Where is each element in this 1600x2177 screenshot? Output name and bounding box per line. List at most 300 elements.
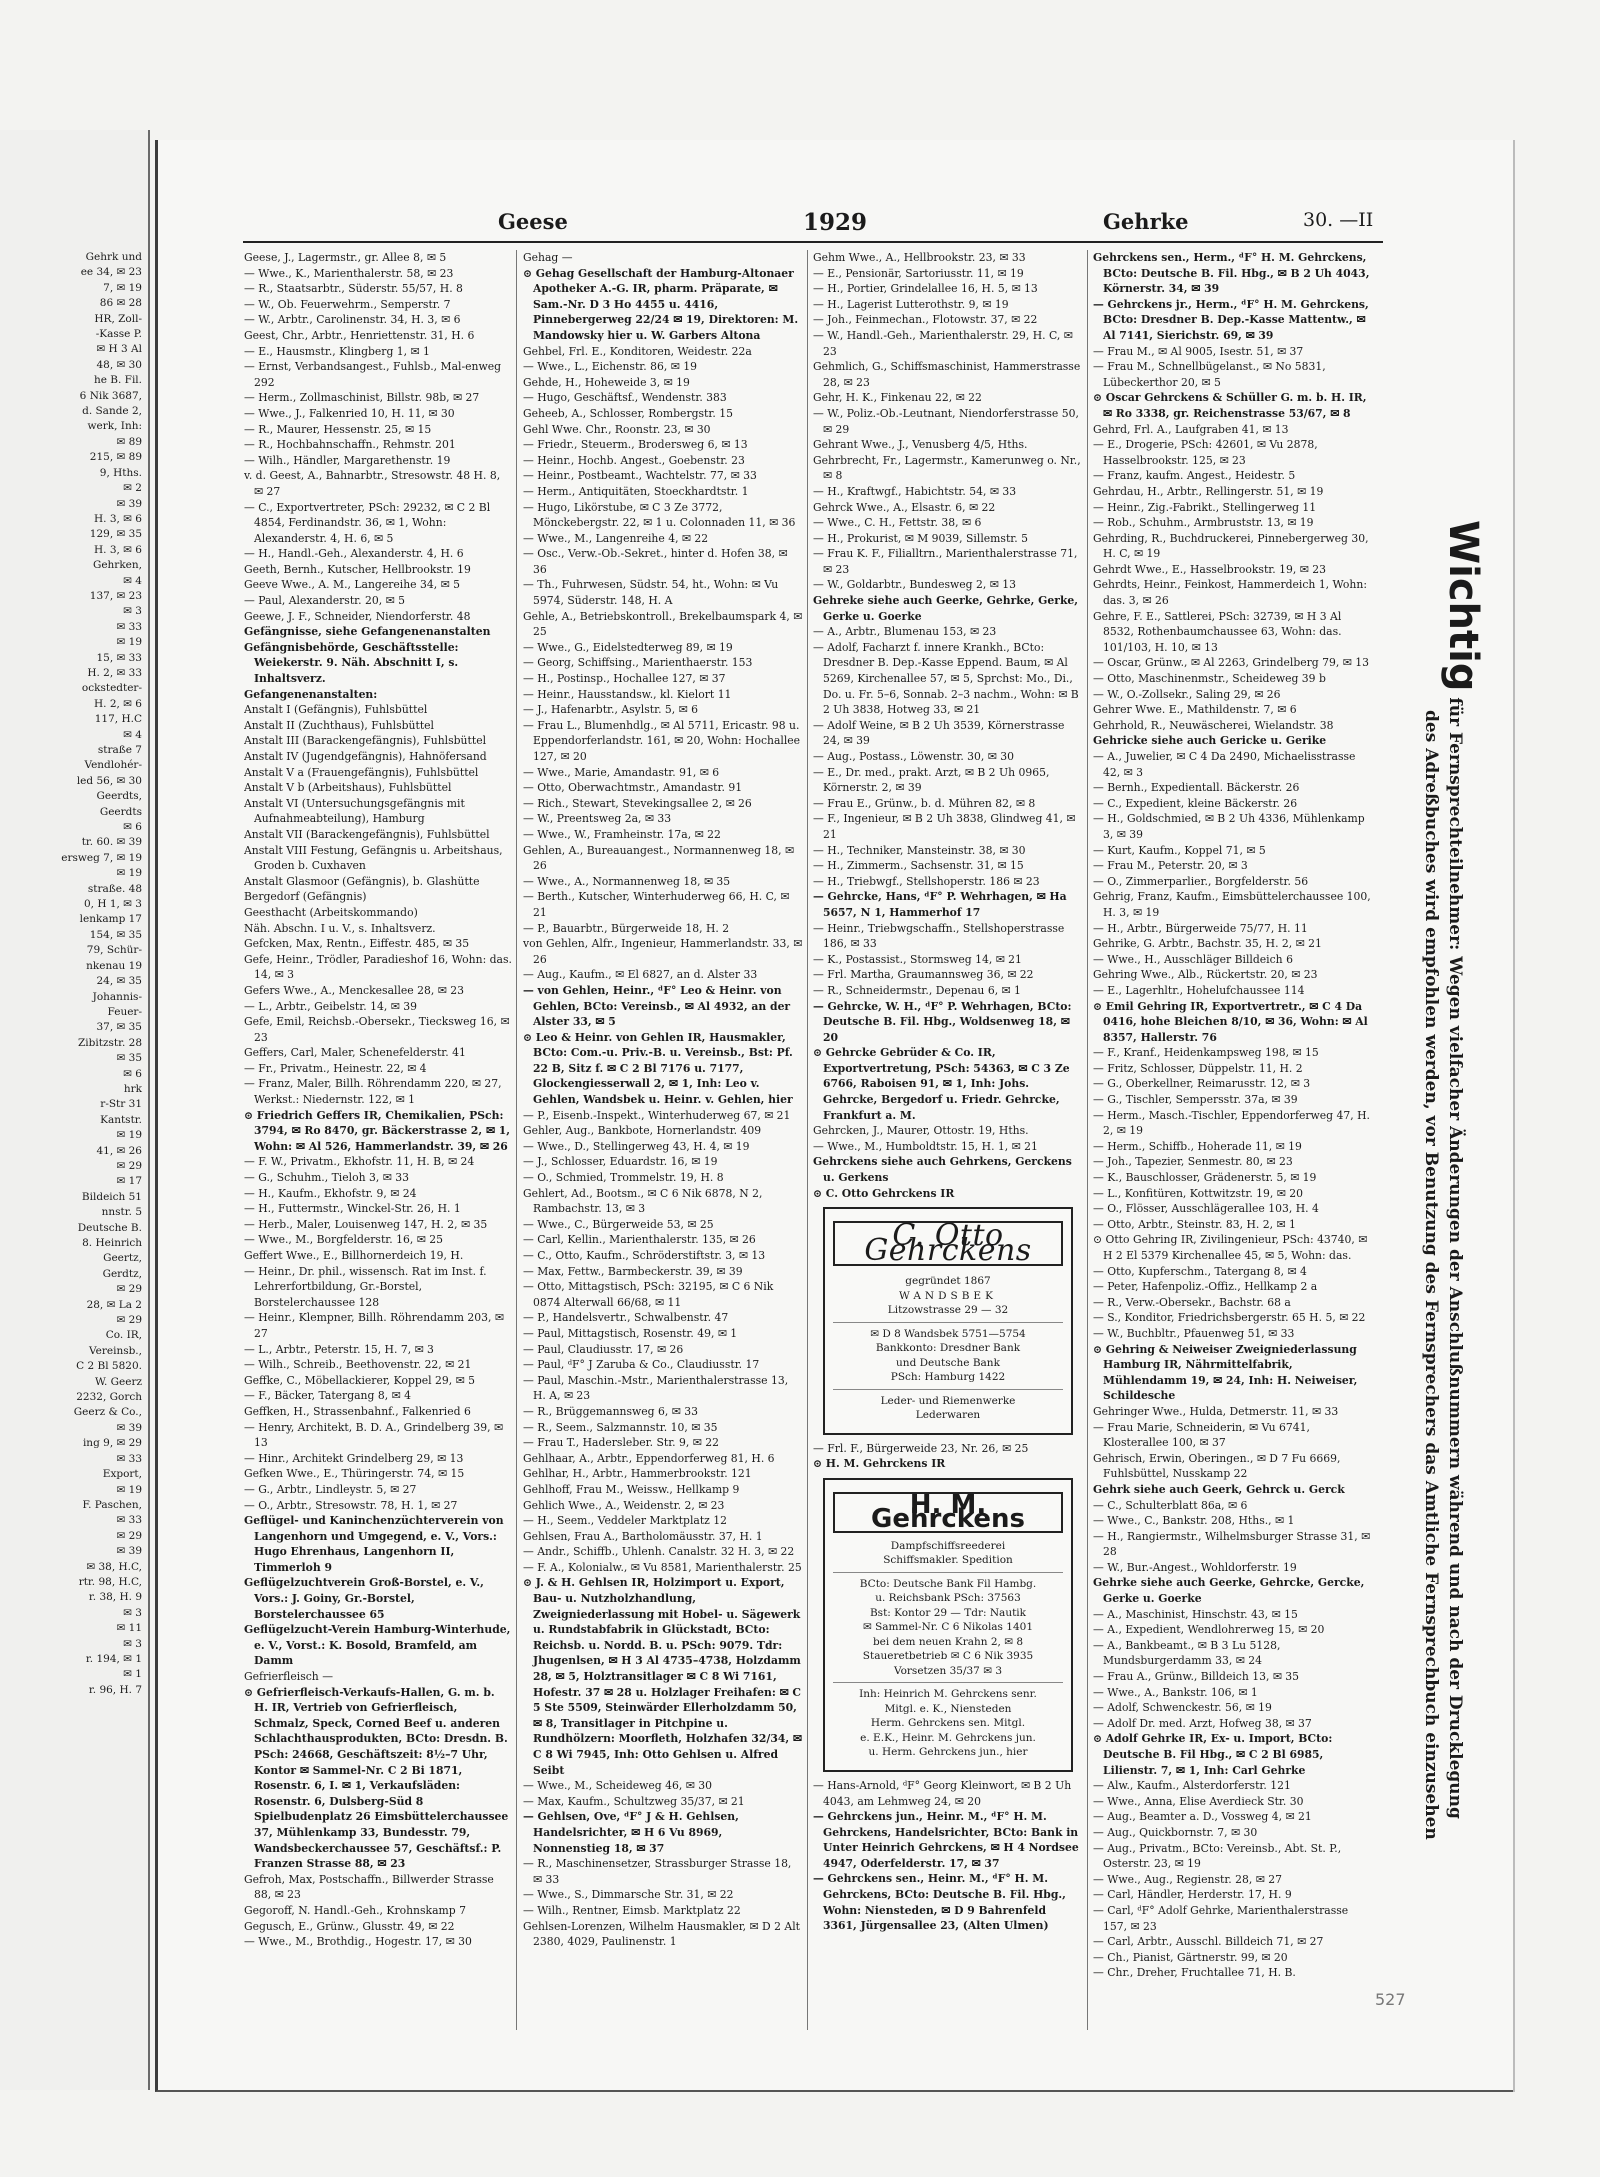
cut-off-line: ✉ 33 xyxy=(116,1452,142,1465)
cut-off-line: d. Sande 2, xyxy=(82,405,142,418)
directory-entry: — W., Preentsweg 2a, ✉ 33 xyxy=(523,812,672,826)
cut-off-line: 6 Nik 3687, xyxy=(79,389,142,402)
ad-line: bei dem neuen Krahn 2, ✉ 8 xyxy=(872,1635,1024,1648)
cut-off-line: ✉ 4 xyxy=(123,728,142,741)
directory-entry: — Wwe., M., Brothdig., Hogestr. 17, ✉ 30 xyxy=(244,1935,472,1949)
directory-entry: Gehrer Wwe. E., Mathildenstr. 7, ✉ 6 xyxy=(1093,703,1297,717)
directory-entry: — H., Prokurist, ✉ M 9039, Sillemstr. 5 xyxy=(813,531,1028,545)
directory-entry: — Franz, Maler, Billh. Röhrendamm 220, ✉ 27, Werkst.: Niedernstr. 122, ✉ 1 xyxy=(244,1077,502,1107)
directory-entry: — Gehrcke, W. H., ᵈF° P. Wehrhagen, BCto: Deutsche B. Fil. Hbg., Woldsenweg 18, ✉ 20 xyxy=(813,999,1072,1044)
directory-entry: — Andr., Schiffb., Uhlenh. Canalstr. 32 H. 3, ✉ 22 xyxy=(523,1545,795,1559)
directory-entry: — Wwe., A., Normannenweg 18, ✉ 35 xyxy=(523,874,731,888)
cut-off-line: 137, ✉ 23 xyxy=(89,589,142,602)
directory-entry: — Frau M., ✉ Al 9005, Isestr. 51, ✉ 37 xyxy=(1093,344,1304,358)
directory-entry: — H., Portier, Grindelallee 16, H. 5, ✉ 13 xyxy=(813,282,1038,296)
directory-entry: — Wilh., Händler, Margarethenstr. 19 xyxy=(244,453,451,467)
directory-entry: — F. W., Privatm., Ekhofstr. 11, H. B, ✉ 24 xyxy=(244,1155,475,1169)
directory-entry: — W., Ob. Feuerwehrm., Semperstr. 7 xyxy=(244,297,451,311)
directory-entry: Anstalt VII (Barackengefängnis), Fuhlsbüttel xyxy=(244,827,490,841)
ad-line: Dampfschiffsreederei xyxy=(890,1539,1006,1552)
column-3-bottom-entries xyxy=(813,1778,1083,1934)
directory-entry: Geffken, H., Strassenbahnf., Falkenried 6 xyxy=(244,1404,471,1418)
directory-entry: — Paul, Mittagstisch, Rosenstr. 49, ✉ 1 xyxy=(523,1326,738,1340)
ad-logo: C. Otto Gehrckens xyxy=(833,1221,1063,1266)
ad-title: H. M. Gehrckens xyxy=(833,1492,1063,1533)
header-right-keyword: Gehrke xyxy=(1103,209,1189,234)
directory-entry: — F. A., Kolonialw., ✉ Vu 8581, Marienthalerstr. 25 xyxy=(523,1560,802,1574)
directory-entry: — G., Oberkellner, Reimarusstr. 12, ✉ 3 xyxy=(1093,1077,1311,1091)
notice-line-1: für Fernsprechteilnehmer: Wegen vielfacher Änderungen der Anschlußnummern während und nach der Drucklegung xyxy=(1445,697,1465,1819)
cut-off-line: ✉ 19 xyxy=(116,1483,142,1496)
directory-entry: — R., Brüggemannsweg 6, ✉ 33 xyxy=(523,1404,698,1418)
cut-off-line: ✉ 29 xyxy=(116,1314,142,1327)
directory-entry: — Aug., Beamter a. D., Vossweg 4, ✉ 21 xyxy=(1093,1810,1312,1824)
directory-entry: ⊙ C. Otto Gehrckens IR xyxy=(813,1186,955,1200)
directory-entry: — H., Postinsp., Hochallee 127, ✉ 37 xyxy=(523,672,726,686)
directory-entry: — Wwe., M., Scheideweg 46, ✉ 30 xyxy=(523,1779,712,1793)
directory-entry: Gehrisch, Erwin, Oberingen., ✉ D 7 Fu 6669, Fuhlsbüttel, Nusskamp 22 xyxy=(1093,1451,1341,1481)
directory-entry: — Berth., Kutscher, Winterhuderweg 66, H. C, ✉ 21 xyxy=(523,890,790,919)
directory-entry: — Paul, ᵈF° J Zaruba & Co., Claudiusstr. 17 xyxy=(523,1358,760,1372)
directory-entry: ⊙ Emil Gehring IR, Exportvertretr., ✉ C 4 Da 0416, hohe Bleichen 8/10, ✉ 36, Wohn: ✉ Al 8357, Hallerstr. 76 xyxy=(1093,999,1368,1044)
directory-entry: — Alw., Kaufm., Alsterdorferstr. 121 xyxy=(1093,1779,1291,1793)
cut-off-line: Bildeich 51 xyxy=(81,1190,142,1203)
directory-entry: — W., Arbtr., Carolinenstr. 34, H. 3, ✉ 6 xyxy=(244,313,461,327)
directory-entry: — G., Schuhm., Tieloh 3, ✉ 33 xyxy=(244,1171,409,1185)
directory-entry: Gefe, Emil, Reichsb.-Obersekr., Tiecksweg 16, ✉ 23 xyxy=(244,1015,510,1044)
directory-entry: — Henry, Architekt, B. D. A., Grindelberg 39, ✉ 13 xyxy=(244,1420,503,1450)
cut-off-line: 48, ✉ 30 xyxy=(96,358,142,371)
directory-entry: Gefängnisbehörde, Geschäftsstelle: Weiekerstr. 9. Näh. Abschnitt I, s. Inhaltsverz. xyxy=(244,640,459,686)
directory-entry: — Gehlsen, Ove, ᵈF° J & H. Gehlsen, Handelsrichter, ✉ H 6 Vu 8969, Nonnenstieg 18, ✉ 37 xyxy=(523,1810,739,1855)
cut-off-line: ✉ 6 xyxy=(123,821,142,834)
cut-off-line: 2232, Gorch xyxy=(76,1391,142,1404)
directory-entry: — W., Poliz.-Ob.-Leutnant, Niendorferstrasse 50, ✉ 29 xyxy=(813,406,1079,436)
directory-entry: — Ch., Pianist, Gärtnerstr. 99, ✉ 20 xyxy=(1093,1950,1288,1964)
directory-entry: — Wwe., L., Eichenstr. 86, ✉ 19 xyxy=(523,360,697,374)
directory-entry: Geffert Wwe., E., Billhornerdeich 19, H. xyxy=(244,1249,464,1262)
directory-entry: — Joh., Tapezier, Senmestr. 80, ✉ 23 xyxy=(1093,1155,1293,1169)
ad-line: u. Reichsbank PSch: 37563 xyxy=(875,1592,1021,1605)
directory-entry: — Wwe., C., Bürgerweide 53, ✉ 25 xyxy=(523,1217,714,1231)
directory-entry: — Adolf Weine, ✉ B 2 Uh 3539, Körnerstrasse 24, ✉ 39 xyxy=(813,718,1065,748)
cut-off-line: Vendlohér- xyxy=(84,759,142,772)
notice-headline: Wichtig xyxy=(1440,520,1486,692)
directory-entry: — Wwe., J., Falkenried 10, H. 11, ✉ 30 xyxy=(244,406,455,420)
directory-entry: Gefe, Heinr., Trödler, Paradieshof 16, Wohn: das. 14, ✉ 3 xyxy=(244,952,512,982)
page-header xyxy=(243,205,1383,243)
directory-entry: Gehrk siehe auch Geerk, Gehrck u. Gerck xyxy=(1093,1482,1345,1496)
directory-entry: — Franz, kaufm. Angest., Heidestr. 5 xyxy=(1093,469,1296,483)
directory-entry: — Herm., Schiffb., Hoherade 11, ✉ 19 xyxy=(1093,1139,1302,1153)
directory-entry: — E., Dr. med., prakt. Arzt, ✉ B 2 Uh 0965, Körnerstr. 2, ✉ 39 xyxy=(813,765,1050,795)
directory-entry: Gehrckens sen., Herm., ᵈF° H. M. Gehrckens, BCto: Deutsche B. Fil. Hbg., ✉ B 2 Uh 4043, Körnerstr. 34, ✉ 39 xyxy=(1093,251,1370,296)
directory-entry: — Peter, Hafenpoliz.-Offiz., Hellkamp 2 a xyxy=(1093,1280,1318,1294)
directory-entry: — H., Zimmerm., Sachsenstr. 31, ✉ 15 xyxy=(813,859,1024,873)
cut-off-line: Feuer- xyxy=(107,1005,142,1018)
cut-off-line: ✉ 2 xyxy=(123,482,142,495)
directory-entry: — von Gehlen, Heinr., ᵈF° Leo & Heinr. von Gehlen, BCto: Vereinsb., ✉ Al 4932, an der Alster 33, ✉ 5 xyxy=(523,983,791,1029)
directory-entry: — Carl, Arbtr., Ausschl. Billdeich 71, ✉ 27 xyxy=(1093,1935,1324,1949)
directory-entry: Geewe, J. F., Schneider, Niendorferstr. 48 xyxy=(244,609,471,623)
directory-entry: — H., Rangiermstr., Wilhelmsburger Strasse 31, ✉ 28 xyxy=(1093,1529,1371,1559)
directory-entry: — Gehrckens jr., Herm., ᵈF° H. M. Gehrckens, BCto: Dresdner B. Dep.-Kasse Mattentw., ✉ Al 7141, Sierichstr. 69, ✉ 39 xyxy=(1093,297,1369,342)
directory-entry: Geffers, Carl, Maler, Schenefelderstr. 41 xyxy=(244,1046,466,1060)
directory-entry: — G., Arbtr., Lindleystr. 5, ✉ 27 xyxy=(244,1482,417,1496)
directory-entry: — R., Schneidermstr., Depenau 6, ✉ 1 xyxy=(813,983,1021,997)
directory-entry: — A., Arbtr., Blumenau 153, ✉ 23 xyxy=(813,625,997,639)
directory-entry: von Gehlen, Alfr., Ingenieur, Hammerlandstr. 33, ✉ 26 xyxy=(523,937,803,966)
cut-off-line: 7, ✉ 19 xyxy=(103,281,142,294)
directory-entry: Geflügel- und Kaninchenzüchterverein von Langenhorn und Umgegend, e. V., Vors.: Hugo Ehrenhaus, Langenhorn II, Timmerloh 9 xyxy=(244,1514,504,1574)
directory-entry: — Carl, Händler, Herderstr. 17, H. 9 xyxy=(1093,1888,1292,1902)
directory-entry: — Frl. F., Bürgerweide 23, Nr. 26, ✉ 25 xyxy=(813,1441,1029,1455)
directory-entry: — Hugo, Geschäftsf., Wendenstr. 383 xyxy=(523,391,727,405)
directory-entry: Gefers Wwe., A., Menckesallee 28, ✉ 23 xyxy=(244,983,464,997)
directory-entry: — R., Maschinensetzer, Strassburger Strasse 18, ✉ 33 xyxy=(523,1857,792,1886)
directory-entry: — W., Buchbltr., Pfauenweg 51, ✉ 33 xyxy=(1093,1326,1295,1340)
directory-entry: — Heinr., Hausstandsw., kl. Kielort 11 xyxy=(523,687,732,701)
cut-off-line: Johannis- xyxy=(92,990,142,1003)
directory-entry: — Joh., Feinmechan., Flotowstr. 37, ✉ 22 xyxy=(813,313,1038,327)
directory-entry: Gefken Wwe., E., Thüringerstr. 74, ✉ 15 xyxy=(244,1467,465,1481)
cut-off-line: ✉ 17 xyxy=(116,1175,142,1188)
directory-entry: — A., Bankbeamt., ✉ B 3 Lu 5128, Mundsburgerdamm 33, ✉ 24 xyxy=(1093,1638,1281,1668)
directory-entry: Gehbel, Frl. E., Konditoren, Weidestr. 22a xyxy=(523,344,752,358)
directory-entry: — Heinr., Postbeamt., Wachtelstr. 77, ✉ 33 xyxy=(523,469,757,483)
directory-entry: — Frau M., Peterstr. 20, ✉ 3 xyxy=(1093,859,1248,873)
vertical-notice xyxy=(1393,520,1503,1940)
directory-entry: — O., Flösser, Ausschlägerallee 103, H. 4 xyxy=(1093,1202,1319,1216)
directory-entry: Geflügelzuchtverein Groß-Borstel, e. V., Vors.: J. Goiny, Gr.-Borstel, Borstelerchaussee 65 xyxy=(244,1576,484,1621)
directory-entry: Anstalt IV (Jugendgefängnis), Hahnöfersand xyxy=(244,750,487,763)
directory-entry: — Otto, Oberwachtmstr., Amandastr. 91 xyxy=(523,781,743,795)
cut-off-line: 0, H 1, ✉ 3 xyxy=(83,898,142,911)
directory-entry: Gehl Wwe. Chr., Roonstr. 23, ✉ 30 xyxy=(523,422,711,436)
directory-entry: — Wwe., Marie, Amandastr. 91, ✉ 6 xyxy=(523,765,720,779)
directory-entry: — Otto, Kupferschm., Tatergang 8, ✉ 4 xyxy=(1093,1264,1307,1278)
directory-entry: — Wwe., C., Bankstr. 208, Hths., ✉ 1 xyxy=(1093,1514,1295,1528)
column-1 xyxy=(244,250,512,2050)
directory-entry: — Heinr., Klempner, Billh. Röhrendamm 203, ✉ 27 xyxy=(244,1311,504,1340)
directory-entry: — Georg, Schiffsing., Marienthaerstr. 153 xyxy=(523,656,753,670)
header-left-keyword: Geese xyxy=(498,209,568,234)
ad-line: Herm. Gehrckens sen. Mitgl. xyxy=(870,1717,1026,1730)
cut-off-line: H. 3, ✉ 6 xyxy=(93,543,142,556)
directory-entry: — Aug., Privatm., BCto: Vereinsb., Abt. St. P., Osterstr. 23, ✉ 19 xyxy=(1093,1841,1342,1871)
directory-entry: — Gehrckens jun., Heinr. M., ᵈF° H. M. Gehrckens, Handelsrichter, BCto: Bank in Unter Heinrich Gehrckens, ✉ H 4 Nordsee 4947, Oderfelderstr. 17, ✉ 37 xyxy=(813,1810,1079,1870)
cut-off-line: 15, ✉ 33 xyxy=(96,651,142,664)
directory-entry: Gehreke siehe auch Geerke, Gehrke, Gerke, Gerke u. Goerke xyxy=(813,594,1079,623)
cut-off-line: r. 194, ✉ 1 xyxy=(85,1652,142,1665)
ad-psch: PSch: Hamburg 1422 xyxy=(890,1371,1006,1384)
ad-line: Staueretbetrieb ✉ C 6 Nik 3935 xyxy=(862,1650,1034,1663)
directory-entry: — F., Ingenieur, ✉ B 2 Uh 3838, Glindweg 41, ✉ 21 xyxy=(813,812,1076,841)
directory-entry: — R., Maurer, Hessenstr. 25, ✉ 15 xyxy=(244,422,432,436)
directory-entry: — Wwe., H., Ausschläger Billdeich 6 xyxy=(1093,952,1293,966)
directory-entry: Näh. Abschn. I u. V., s. Inhaltsverz. xyxy=(244,921,436,935)
cut-off-line: Co. IR, xyxy=(105,1329,142,1342)
directory-entry: — Carl, ᵈF° Adolf Gehrke, Marienthalerstrasse 157, ✉ 23 xyxy=(1093,1903,1349,1933)
cut-off-line: 24, ✉ 35 xyxy=(96,975,142,988)
cut-off-line: W. Geerz xyxy=(95,1375,142,1388)
directory-entry: — H., Kaufm., Ekhofstr. 9, ✉ 24 xyxy=(244,1186,417,1200)
directory-entry: Gehring Wwe., Alb., Rückertstr. 20, ✉ 23 xyxy=(1093,968,1318,982)
column-rule xyxy=(516,250,517,2030)
directory-entry: — Aug., Quickbornstr. 7, ✉ 30 xyxy=(1093,1825,1258,1839)
directory-entry: — Paul, Alexanderstr. 20, ✉ 5 xyxy=(244,594,405,608)
directory-entry: — A., Juwelier, ✉ C 4 Da 2490, Michaelisstrasse 42, ✉ 3 xyxy=(1093,750,1356,779)
cut-off-line: Vereinsb., xyxy=(89,1344,142,1357)
directory-entry: ⊙ H. M. Gehrckens IR xyxy=(813,1457,946,1471)
cut-off-line: hrk xyxy=(123,1082,142,1095)
cut-off-line: ✉ 4 xyxy=(123,574,142,587)
column-rule xyxy=(807,250,808,2030)
directory-entry: ⊙ Oscar Gehrckens & Schüller G. m. b. H. IR, ✉ Ro 3338, gr. Reichenstrasse 53/67, ✉ 8 xyxy=(1093,391,1367,420)
column-4 xyxy=(1093,250,1373,2050)
directory-entry: Gehrck Wwe., A., Elsastr. 6, ✉ 22 xyxy=(813,500,996,514)
directory-entry: — Bernh., Expedientall. Bäckerstr. 26 xyxy=(1093,781,1300,795)
directory-entry: — S., Konditor, Friedrichsbergerstr. 65 H. 5, ✉ 22 xyxy=(1093,1311,1366,1325)
directory-page xyxy=(155,140,1513,2092)
directory-entry: Gehlhaar, A., Arbtr., Eppendorferweg 81, H. 6 xyxy=(523,1451,775,1465)
cut-off-line: ✉ 39 xyxy=(116,497,142,510)
cut-off-line: H. 3, ✉ 6 xyxy=(93,512,142,525)
column-3-top-entries xyxy=(813,250,1083,1201)
directory-entry: — C., Otto, Kaufm., Schröderstiftstr. 3, ✉ 13 xyxy=(523,1249,766,1262)
notice-line-2: des Adreßbuches wird empfohlen werden, vor Benutzung des Fernsprechers das Amtliche Fernsprechbuch einzusehen xyxy=(1421,710,1441,1840)
directory-entry: Anstalt I (Gefängnis), Fuhlsbüttel xyxy=(244,703,428,717)
directory-entry: Gehrdt Wwe., E., Hasselbrookstr. 19, ✉ 23 xyxy=(1093,562,1326,576)
directory-entry: — F., Kranf., Heidenkampsweg 198, ✉ 15 xyxy=(1093,1046,1319,1060)
directory-entry: — W., Goldarbtr., Bundesweg 2, ✉ 13 xyxy=(813,578,1016,592)
directory-entry: Gegoroff, N. Handl.-Geh., Krohnskamp 7 xyxy=(244,1903,466,1917)
cut-off-line: HR, Zoll- xyxy=(94,312,142,325)
directory-entry: Gegusch, E., Grünw., Glusstr. 49, ✉ 22 xyxy=(244,1919,455,1933)
directory-entry: Geeve Wwe., A. M., Langereihe 34, ✉ 5 xyxy=(244,578,460,592)
directory-entry: — Wwe., G., Eidelstedterweg 89, ✉ 19 xyxy=(523,640,733,654)
cut-off-line: ✉ 35 xyxy=(116,1052,142,1065)
directory-entry: Bergedorf (Gefängnis) xyxy=(244,890,367,904)
directory-entry: v. d. Geest, A., Bahnarbtr., Stresowstr. 48 H. 8, ✉ 27 xyxy=(244,469,501,498)
directory-entry: — H., Goldschmied, ✉ B 2 Uh 4336, Mühlenkamp 3, ✉ 39 xyxy=(1093,812,1365,841)
cut-off-line: Geerz & Co., xyxy=(73,1406,142,1419)
directory-entry: — Kurt, Kaufm., Koppel 71, ✉ 5 xyxy=(1093,843,1266,857)
cut-off-line: he B. Fil. xyxy=(93,374,142,387)
directory-entry: Gehlhoff, Frau M., Weissw., Hellkamp 9 xyxy=(523,1482,740,1496)
directory-entry: — E., Lagerhltr., Hohelufchaussee 114 xyxy=(1093,983,1305,997)
cut-off-line: ockstedter- xyxy=(81,682,142,695)
directory-entry: — Paul, Maschin.-Mstr., Marienthalerstrasse 13, H. A, ✉ 23 xyxy=(523,1373,789,1403)
directory-entry: — Oscar, Grünw., ✉ Al 2263, Grindelberg 79, ✉ 13 xyxy=(1093,656,1369,670)
column-2 xyxy=(523,250,803,2050)
directory-entry: — Heinr., Zig.-Fabrikt., Stellingerweg 11 xyxy=(1093,500,1317,514)
directory-entry: — H., Techniker, Mansteinstr. 38, ✉ 30 xyxy=(813,843,1026,857)
directory-entry: ⊙ Gehrcke Gebrüder & Co. IR, Exportvertretung, PSch: 54363, ✉ C 3 Ze 6766, Raboisen 91, ✉ 1, Inh: Johs. Gehrcke, Bergedorf u. Friedr. Gehrcke, Frankfurt a. M. xyxy=(813,1046,1070,1122)
directory-entry: Gehrig, Franz, Kaufm., Eimsbüttelerchaussee 100, H. 3, ✉ 19 xyxy=(1093,890,1371,919)
cut-off-line: Geertz, xyxy=(103,1252,142,1265)
directory-entry: — H., Arbtr., Bürgerweide 75/77, H. 11 xyxy=(1093,921,1308,935)
directory-entry: Gehrant Wwe., J., Venusberg 4/5, Hths. xyxy=(813,438,1028,452)
cut-off-line: ✉ 11 xyxy=(116,1622,142,1635)
ad-founded: gegründet 1867 xyxy=(905,1275,991,1288)
directory-entry: ⊙ Gefrierfleisch-Verkaufs-Hallen, G. m. b. H. IR, Vertrieb von Gefrierfleisch, Schmalz, Speck, Corned Beef u. anderen Schlachthausprodukten, BCto: Dresdn. B. PSch: 24668, Geschäftszeit: 8½–7 Uhr, Kontor ✉ Sammel-Nr. C 2 Bi 1871, Rosenstr. 6, I. ✉ 1, Verkaufsläden: Rosenstr. 6, Dulsberg-Süd 8 Spielbudenplatz 26 Eimsbüttelerchaussee 37, Mühlenkamp 33, Bundesstr. 79, Wandsbeckerchaussee 57, Geschäftsf.: P. Franzen Strasse 88, ✉ 23 xyxy=(244,1685,509,1871)
directory-entry: Gehrhold, R., Neuwäscherei, Wielandstr. 38 xyxy=(1093,718,1334,732)
directory-entry: Gehrbrecht, Fr., Lagermstr., Kamerunweg o. Nr., ✉ 8 xyxy=(813,453,1081,483)
directory-entry: Gehag — xyxy=(523,251,573,264)
directory-entry: — Hans-Arnold, ᵈF° Georg Kleinwort, ✉ B 2 Uh 4043, am Lehmweg 24, ✉ 20 xyxy=(813,1778,1072,1808)
cut-off-line: ✉ 29 xyxy=(116,1529,142,1542)
directory-entry: — Wwe., M., Langenreihe 4, ✉ 22 xyxy=(523,531,709,545)
directory-entry: — Wwe., S., Dimmarsche Str. 31, ✉ 22 xyxy=(523,1888,734,1902)
directory-entry: — E., Drogerie, PSch: 42601, ✉ Vu 2878, Hasselbrookstr. 125, ✉ 23 xyxy=(1093,438,1318,467)
directory-entry: Geflügelzucht-Verein Hamburg-Winterhude, e. V., Vorst.: K. Bosold, Bramfeld, am Damm xyxy=(244,1623,511,1668)
cut-off-line: 8. Heinrich xyxy=(82,1237,142,1249)
cut-off-line: 154, ✉ 35 xyxy=(89,928,142,941)
cut-off-line: nnstr. 5 xyxy=(101,1206,142,1219)
ad-city: WANDSBEK xyxy=(899,1289,997,1302)
directory-entry: Gehlen, A., Bureauangest., Normannenweg 18, ✉ 26 xyxy=(523,843,795,873)
cut-off-line: Gerdtz, xyxy=(102,1267,142,1280)
directory-entry: ⊙ Adolf Gehrke IR, Ex- u. Import, BCto: Deutsche B. Fil Hbg., ✉ C 2 Bl 6985, Lilienstr. 7, ✉ 1, Inh: Carl Gehrke xyxy=(1093,1732,1333,1777)
cut-off-line: 79, Schür- xyxy=(86,944,142,957)
directory-entry: Anstalt II (Zuchthaus), Fuhlsbüttel xyxy=(244,718,434,732)
directory-entry: — C., Expedient, kleine Bäckerstr. 26 xyxy=(1093,796,1298,810)
directory-entry: — Frau K. F., Filialltrn., Marienthalerstrasse 71, ✉ 23 xyxy=(813,547,1078,576)
directory-entry: — Friedr., Steuerm., Brodersweg 6, ✉ 13 xyxy=(523,438,748,452)
directory-entry: — C., Schulterblatt 86a, ✉ 6 xyxy=(1093,1498,1248,1512)
directory-entry: — A., Maschinist, Hinschstr. 43, ✉ 15 xyxy=(1093,1607,1298,1621)
ad-goods: Leder- und Riemenwerke xyxy=(880,1394,1016,1407)
directory-entry: Gehre, F. E., Sattlerei, PSch: 32739, ✉ H 3 Al 8532, Rothenbaumchaussee 63, Wohn: das. 101/103, H. 10, ✉ 13 xyxy=(1093,609,1342,654)
directory-entry: Gefroh, Max, Postschaffn., Billwerder Strasse 88, ✉ 23 xyxy=(244,1872,494,1902)
directory-entry: — Adolf, Facharzt f. innere Krankh., BCto: Dresdner B. Dep.-Kasse Eppend. Baum, ✉ Al 5269, Kirchenallee 57, ✉ 5, Sprchst: Mo., Di., Do. u. Fr. 5–6, Sonnab. 2–3 nachm., Wohn: ✉ B 2 Uh 3838, Hotweg 33, ✉ 21 xyxy=(813,640,1079,717)
cut-off-line: H. 2, ✉ 33 xyxy=(87,666,142,679)
directory-entry: Anstalt V b (Arbeitshaus), Fuhlsbüttel xyxy=(244,781,452,795)
directory-entry: — E., Pensionär, Sartoriusstr. 11, ✉ 19 xyxy=(813,266,1024,280)
directory-entry: Anstalt Glasmoor (Gefängnis), b. Glashütte xyxy=(244,874,480,888)
cut-off-line: ✉ 89 xyxy=(116,435,142,448)
directory-entry: Gehrdau, H., Arbtr., Rellingerstr. 51, ✉ 19 xyxy=(1093,484,1324,498)
cut-off-line: F. Paschen, xyxy=(82,1498,142,1511)
directory-entry: — C., Exportvertreter, PSch: 29232, ✉ C 2 Bl 4854, Ferdinandstr. 36, ✉ 1, Wohn: Alexanderstr. 4, H. 6, ✉ 5 xyxy=(244,500,491,545)
directory-entry: — Wwe., Aug., Regienstr. 28, ✉ 27 xyxy=(1093,1872,1282,1886)
cut-off-line: ✉ 33 xyxy=(116,620,142,633)
margin-annotation: 527 xyxy=(1375,1990,1406,2009)
directory-entry: — Frau E., Grünw., b. d. Mühren 82, ✉ 8 xyxy=(813,796,1036,810)
ad-bank-2: und Deutsche Bank xyxy=(896,1356,1000,1369)
cut-off-line: ✉ 1 xyxy=(123,1668,142,1681)
cut-off-line: 215, ✉ 89 xyxy=(89,451,142,464)
ad-phone: ✉ D 8 Wandsbek 5751—5754 xyxy=(870,1327,1026,1340)
directory-entry: — Rich., Stewart, Stevekingsallee 2, ✉ 26 xyxy=(523,796,752,810)
directory-entry: Gehlich Wwe., A., Weidenstr. 2, ✉ 23 xyxy=(523,1498,725,1512)
directory-entry: Gehricke siehe auch Gericke u. Gerike xyxy=(1093,734,1327,748)
directory-entry: Geffke, C., Möbellackierer, Koppel 29, ✉ 5 xyxy=(244,1373,475,1387)
directory-entry: Gefangenenanstalten: xyxy=(244,687,378,701)
directory-entry: — Carl, Kellin., Marienthalerstr. 135, ✉ 26 xyxy=(523,1233,756,1247)
column-rule xyxy=(1087,250,1088,2030)
cut-off-line: r. 38, H. 9 xyxy=(88,1591,142,1604)
directory-entry: — P., Eisenb.-Inspekt., Winterhuderweg 67, ✉ 21 xyxy=(523,1108,791,1122)
directory-entry: — W., O.-Zollsekr., Saling 29, ✉ 26 xyxy=(1093,687,1281,701)
ad-line: ✉ Sammel-Nr. C 6 Nikolas 1401 xyxy=(862,1621,1034,1634)
directory-entry: — Adolf Dr. med. Arzt, Hofweg 38, ✉ 37 xyxy=(1093,1716,1312,1730)
directory-entry: — W., Bur.-Angest., Wohldorferstr. 19 xyxy=(1093,1560,1297,1574)
cut-off-line: ✉ 39 xyxy=(116,1421,142,1434)
directory-entry: — Herm., Masch.-Tischler, Eppendorferweg 47, H. 2, ✉ 19 xyxy=(1093,1108,1370,1138)
directory-entry: — Aug., Postass., Löwenstr. 30, ✉ 30 xyxy=(813,750,1015,763)
ad-line: Vorsetzen 35/37 ✉ 3 xyxy=(893,1664,1003,1677)
directory-entry: — Frau L., Blumenhdlg., ✉ Al 5711, Ericastr. 98 u. Eppendorferlandstr. 161, ✉ 20, Wohn: Hochallee 127, ✉ 20 xyxy=(523,718,801,763)
directory-entry: — Chr., Dreher, Fruchtallee 71, H. B. xyxy=(1093,1966,1296,1980)
directory-entry: — Max, Kaufm., Schultzweg 35/37, ✉ 21 xyxy=(523,1794,745,1808)
directory-entry: Gehrke siehe auch Geerke, Gehrcke, Gercke, Gerke u. Goerke xyxy=(1093,1576,1365,1606)
directory-entry: Geheeb, A., Schlosser, Rombergstr. 15 xyxy=(523,406,733,420)
directory-entry: Gefrierfleisch — xyxy=(244,1670,333,1684)
ad-line: Mitgl. e. K., Niensteden xyxy=(884,1702,1012,1715)
cut-off-line: ✉ 6 xyxy=(123,1067,142,1080)
ad-line: e. E.K., Heinr. M. Gehrckens jun. xyxy=(860,1731,1036,1744)
directory-entry: — E., Hausmstr., Klingberg 1, ✉ 1 xyxy=(244,344,430,358)
cut-off-line: Zibitzstr. 28 xyxy=(78,1036,142,1049)
directory-entry: — H., Kraftwgf., Habichtstr. 54, ✉ 33 xyxy=(813,484,1017,498)
directory-entry: Geeth, Bernh., Kutscher, Hellbrookstr. 19 xyxy=(244,562,471,576)
cut-off-line: ing 9, ✉ 29 xyxy=(82,1437,142,1450)
directory-entry: — Wwe., Anna, Elise Averdieck Str. 30 xyxy=(1093,1794,1304,1808)
ad-line: BCto: Deutsche Bank Fil Hambg. xyxy=(859,1577,1037,1590)
directory-entry: — Wwe., A., Bankstr. 106, ✉ 1 xyxy=(1093,1685,1258,1699)
directory-entry: ⊙ Gehring & Neiweiser Zweigniederlassung Hamburg IR, Nährmittelfabrik, Mühlendamm 19, ✉ 24, Inh: H. Neiweiser, Schildesche xyxy=(1093,1342,1358,1403)
directory-entry: Gehrcken, J., Maurer, Ottostr. 19, Hths. xyxy=(813,1124,1029,1138)
directory-entry: Gehrike, G. Arbtr., Bachstr. 35, H. 2, ✉ 21 xyxy=(1093,937,1322,951)
directory-entry: — H., Futtermstr., Winckel-Str. 26, H. 1 xyxy=(244,1202,461,1216)
directory-entry: Gehm Wwe., A., Hellbrookstr. 23, ✉ 33 xyxy=(813,251,1026,264)
directory-entry: — O., Arbtr., Stresowstr. 78, H. 1, ✉ 27 xyxy=(244,1498,458,1512)
directory-entry: — Gehrckens sen., Heinr. M., ᵈF° H. M. Gehrckens, BCto: Deutsche B. Fil. Hbg., Wohn: Niensteden, ✉ D 9 Bahrenfeld 3361, Jürgensallee 23, (Alten Ulmen) xyxy=(813,1872,1066,1933)
cut-off-line: Export, xyxy=(102,1468,142,1481)
directory-entry: — K., Bauschlosser, Grädenerstr. 5, ✉ 19 xyxy=(1093,1171,1317,1185)
directory-entry: — R., Verw.-Obersekr., Bachstr. 68 a xyxy=(1093,1295,1291,1309)
directory-entry: — Frau T., Hadersleber. Str. 9, ✉ 22 xyxy=(523,1436,719,1450)
cut-off-line: ✉ 3 xyxy=(123,1606,142,1619)
cut-off-line: straße 7 xyxy=(97,744,142,756)
directory-entry: ⊙ J. & H. Gehlsen IR, Holzimport u. Export, Bau- u. Nutzholzhandlung, Zweigniederlassung mit Hobel- u. Sägewerk u. Rundstabfabrik in Glückstadt, BCto: Reichsb. u. Nordd. B. u. PSch: 9079. Tdr: Jhugenlsen, ✉ H 3 Al 4735–4738, Holzdamm 28, ✉ 5, Holztransitlager ✉ C 8 Wi 7161, Hofestr. 37 ✉ 28 u. Holzlager Freihafen: ✉ C 5 Ste 5509, Steinwärder Ellerholzdamm 50, ✉ 8, Transitlager in Pitchpine u. Rundhölzern: Moorfleth, Holzhafen 32/34, ✉ C 8 Wi 7945, Inh: Otto Gehlsen u. Alfred Seibt xyxy=(523,1576,802,1777)
directory-entry: — Rob., Schuhm., Armbruststr. 13, ✉ 19 xyxy=(1093,516,1314,530)
directory-entry: — F., Bäcker, Tatergang 8, ✉ 4 xyxy=(244,1389,411,1403)
directory-entry: — Wwe., C. H., Fettstr. 38, ✉ 6 xyxy=(813,516,982,530)
directory-entry: — J., Hafenarbtr., Asylstr. 5, ✉ 6 xyxy=(523,703,699,717)
directory-entry: Geese, J., Lagermstr., gr. Allee 8, ✉ 5 xyxy=(244,251,447,264)
directory-entry: Geesthacht (Arbeitskommando) xyxy=(244,905,418,919)
directory-entry: — R., Seem., Salzmannstr. 10, ✉ 35 xyxy=(523,1420,718,1434)
cut-off-line: ersweg 7, ✉ 19 xyxy=(61,851,142,864)
cut-off-line: Gehrken, xyxy=(92,559,142,572)
cut-off-line: r. 96, H. 7 xyxy=(88,1683,142,1696)
directory-entry: Gehlsen, Frau A., Bartholomäusstr. 37, H. 1 xyxy=(523,1529,763,1543)
directory-entry: — P., Bauarbtr., Bürgerweide 18, H. 2 xyxy=(523,921,730,935)
directory-entry: — Herm., Zollmaschinist, Billstr. 98b, ✉ 27 xyxy=(244,391,480,405)
cut-off-line: led 56, ✉ 30 xyxy=(76,774,142,787)
directory-entry: Anstalt V a (Frauengefängnis), Fuhlsbüttel xyxy=(244,765,479,779)
cut-off-line: straße. 48 xyxy=(87,882,142,895)
directory-entry: — Otto, Mittagstisch, PSch: 32195, ✉ C 6 Nik 0874 Alterwall 66/68, ✉ 11 xyxy=(523,1280,774,1309)
cut-off-line: ✉ 38, H.C, xyxy=(86,1560,142,1573)
directory-entry: Gehle, A., Betriebskontroll., Brekelbaumspark 4, ✉ 25 xyxy=(523,609,803,639)
directory-entry: — Th., Fuhrwesen, Südstr. 54, ht., Wohn: ✉ Vu 5974, Süderstr. 148, H. A xyxy=(523,578,779,608)
directory-entry: — Herm., Antiquitäten, Stoeckhardtstr. 1 xyxy=(523,484,749,498)
cut-off-line: r-Str 31 xyxy=(100,1098,142,1111)
